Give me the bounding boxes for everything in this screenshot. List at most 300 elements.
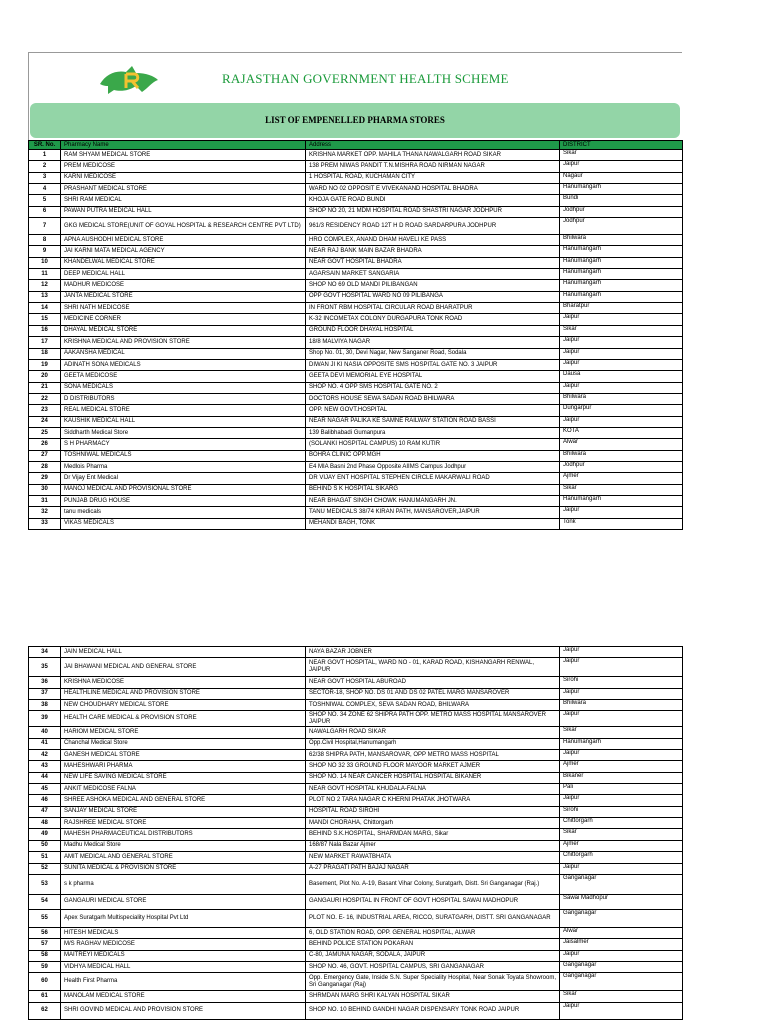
district-cell: Ganganagar [560, 973, 683, 991]
pharmacy-name-cell: PAWAN PUTRA MEDICAL HALL [61, 206, 306, 217]
district-cell: Jaipur [560, 161, 683, 172]
district-cell: Bhilwara [560, 700, 683, 711]
pharmacy-name-cell: SUNITA MEDICAL & PROVISION STORE [61, 863, 306, 874]
pharmacy-name-cell: GANGAURI MEDICAL STORE [61, 894, 306, 909]
table-row [29, 939, 683, 950]
sr-no-cell: 51 [29, 852, 61, 863]
district-cell: Hanumangarh [560, 269, 683, 280]
sr-no-cell: 54 [29, 894, 61, 909]
pharmacy-name-cell: JAI BHAWANI MEDICAL AND GENERAL STORE [61, 658, 306, 677]
address-cell: NEAR BHAGAT SINGH CHOWK HANUMANGARH JN. [306, 495, 560, 506]
table-row [29, 439, 683, 450]
address-cell: MEHANDI BAGH, TONK [306, 518, 560, 529]
district-cell: Sikar [560, 829, 683, 840]
table-row [29, 647, 683, 658]
sr-no-cell: 7 [29, 218, 61, 235]
address-cell: 139 Balibhabadi Gumanpura [306, 427, 560, 438]
table-row [29, 473, 683, 484]
pharmacy-name-cell: KRISHNA MEDICOSE [61, 677, 306, 688]
address-cell: SHOP NO. 14 NEAR CANCER HOSPITAL HOSPITAL BIKANER [306, 772, 560, 783]
address-cell: BEHIND POLICE STATION POKARAN [306, 939, 560, 950]
address-cell: DIWAN JI KI NASIA OPPOSITE SMS HOSPITAL GATE NO. 3 JAIPUR [306, 359, 560, 370]
sr-no-cell: 23 [29, 405, 61, 416]
address-cell: MANDI CHORAHA, Chittorgarh [306, 818, 560, 829]
district-cell: Hanumangarh [560, 257, 683, 268]
table-row [29, 761, 683, 772]
district-cell: Alwar [560, 439, 683, 450]
pharmacy-name-cell: MANOJ MEDICAL AND PROVISIONAL STORE [61, 484, 306, 495]
table-row [29, 184, 683, 195]
address-cell: 961/3 RESIDENCY ROAD 12T H D ROAD SARDARPURA JODHPUR [306, 218, 560, 235]
table-row [29, 427, 683, 438]
table-row [29, 314, 683, 325]
sr-no-cell: 5 [29, 195, 61, 206]
address-cell: SHOP NO 32 33 GROUND FLOOR MAYOOR MARKET AJMER [306, 761, 560, 772]
district-cell: Hanumangarh [560, 184, 683, 195]
district-cell: Nagaur [560, 172, 683, 183]
address-cell: A-27 PRAGATI PATH BAJAJ NAGAR [306, 863, 560, 874]
pharmacy-name-cell: Siddharth Medical Store [61, 427, 306, 438]
sr-no-cell: 13 [29, 291, 61, 302]
district-cell: Jaipur [560, 950, 683, 961]
address-cell: NEW MARKET RAWATBHATA [306, 852, 560, 863]
pharmacy-name-cell: NEW CHOUDHARY MEDICAL STORE [61, 700, 306, 711]
address-cell: OPP GOVT HOSPITAL WARD NO 09 PILIBANGA [306, 291, 560, 302]
sr-no-cell: 52 [29, 863, 61, 874]
address-cell: GEETA DEVI MEMORIAL EYE HOSPITAL [306, 371, 560, 382]
address-cell: TOSHNIWAL COMPLEX, SEVA SADAN ROAD, BHILWARA [306, 700, 560, 711]
pharmacy-name-cell: RAM SHYAM MEDICAL STORE [61, 150, 306, 161]
sr-no-cell: 38 [29, 700, 61, 711]
sr-no-cell: 15 [29, 314, 61, 325]
sr-no-cell: 48 [29, 818, 61, 829]
district-cell: Sikar [560, 150, 683, 161]
address-cell: C-80, JAMUNA NAGAR, SODALA, JAIPUR [306, 950, 560, 961]
sr-no-cell: 4 [29, 184, 61, 195]
table-row [29, 461, 683, 472]
district-cell: Hanumangarh [560, 280, 683, 291]
address-cell: AGARSAIN MARKET SANGARIA [306, 269, 560, 280]
pharmacy-name-cell: SHRI GOVIND MEDICAL AND PROVISION STORE [61, 1002, 306, 1019]
sr-no-cell: 50 [29, 840, 61, 851]
sr-no-cell: 6 [29, 206, 61, 217]
table-row [29, 829, 683, 840]
district-cell: Bhilwara [560, 393, 683, 404]
address-cell: GROUND FLOOR DHAYAL HOSPITAL [306, 325, 560, 336]
table-row [29, 795, 683, 806]
pharmacy-name-cell: SHREE ASHOKA MEDICAL AND GENERAL STORE [61, 795, 306, 806]
table-row [29, 973, 683, 991]
pharmacy-name-cell: Medlois Pharma [61, 461, 306, 472]
district-cell: Jaipur [560, 658, 683, 677]
district-cell: Bhilwara [560, 450, 683, 461]
rghs-logo-icon [96, 64, 160, 96]
table-row [29, 280, 683, 291]
pharmacy-name-cell: SHRI RAM MEDICAL [61, 195, 306, 206]
address-cell: 168/87 Nala Bazar Ajmer [306, 840, 560, 851]
district-cell: Jaipur [560, 647, 683, 658]
sr-no-cell: 22 [29, 393, 61, 404]
address-cell: NEAR GOVT HOSPITAL KHUDALA-FALNA [306, 784, 560, 795]
pharmacy-name-cell: DEEP MEDICAL HALL [61, 269, 306, 280]
district-cell: Sawai Madhopur [560, 894, 683, 909]
pharmacy-name-cell: HITESH MEDICALS [61, 927, 306, 938]
table-row [29, 450, 683, 461]
table-row [29, 337, 683, 348]
table-row [29, 806, 683, 817]
sr-no-cell: 46 [29, 795, 61, 806]
district-cell: Jaipur [560, 688, 683, 699]
district-cell: Jaipur [560, 711, 683, 727]
sr-no-cell: 11 [29, 269, 61, 280]
pharmacy-name-cell: AMIT MEDICAL AND GENERAL STORE [61, 852, 306, 863]
pharmacy-name-cell: S H PHARMACY [61, 439, 306, 450]
pharmacy-name-cell: MAHESHWARI PHARMA [61, 761, 306, 772]
pharmacy-name-cell: PREM MEDICOSE [61, 161, 306, 172]
sr-no-cell: 16 [29, 325, 61, 336]
pharmacy-name-cell: Apex Suratgarh Multispeciality Hospital Pvt Ltd [61, 909, 306, 927]
pharmacy-name-cell: AAKANSHA MEDICAL [61, 348, 306, 359]
pharmacy-name-cell: NEW LIFE SAVING MEDICAL STORE [61, 772, 306, 783]
sr-no-cell: 28 [29, 461, 61, 472]
pharmacy-name-cell: Health First Pharma [61, 973, 306, 991]
district-cell: Jodhpur [560, 206, 683, 217]
district-cell: Jaipur [560, 416, 683, 427]
sr-no-cell: 43 [29, 761, 61, 772]
pharmacy-name-cell: GEETA MEDICOSE [61, 371, 306, 382]
sr-no-cell: 31 [29, 495, 61, 506]
page-left-rule [28, 52, 29, 142]
sr-no-cell: 20 [29, 371, 61, 382]
table-row [29, 382, 683, 393]
district-cell: Pali [560, 784, 683, 795]
district-cell: Bikaner [560, 772, 683, 783]
pharmacy-name-cell: SANJAY MEDICAL STORE [61, 806, 306, 817]
table-row [29, 700, 683, 711]
address-cell: WARD NO 02 OPPOSIT E VIVEKANAND HOSPITAL BHADRA [306, 184, 560, 195]
address-cell: BEHIND S.K.HOSPITAL, SHARMDAN MARG, Sikar [306, 829, 560, 840]
pharmacy-name-cell: tanu medicals [61, 507, 306, 518]
sr-no-cell: 9 [29, 246, 61, 257]
district-cell: Sirohi [560, 677, 683, 688]
table-row [29, 840, 683, 851]
table-row [29, 393, 683, 404]
pharmacy-name-cell: VIDHYA MEDICAL HALL [61, 961, 306, 972]
pharmacy-name-cell: JAIN MEDICAL HALL [61, 647, 306, 658]
pharmacy-name-cell: GKG MEDICAL STORE(UNIT OF GOYAL HOSPITAL & RESEARCH CENTRE PVT LTD) [61, 218, 306, 235]
table-row [29, 218, 683, 235]
table-row [29, 711, 683, 727]
table-row [29, 784, 683, 795]
address-cell: SHOP NO. 46, GOVT. HOSPITAL CAMPUS, SRI GANGANAGAR [306, 961, 560, 972]
sr-no-cell: 17 [29, 337, 61, 348]
district-cell: Jaipur [560, 507, 683, 518]
pharmacy-name-cell: PUNJAB DRUG HOUSE [61, 495, 306, 506]
sr-no-cell: 60 [29, 973, 61, 991]
table-row [29, 150, 683, 161]
pharmacy-name-cell: SONA MEDICALS [61, 382, 306, 393]
sr-no-cell: 14 [29, 303, 61, 314]
district-cell: Bundi [560, 195, 683, 206]
sr-no-cell: 24 [29, 416, 61, 427]
address-cell: OPP. NEW GOVT.HOSPITAL [306, 405, 560, 416]
table-row [29, 359, 683, 370]
sr-no-cell: 21 [29, 382, 61, 393]
table-row [29, 1002, 683, 1019]
district-cell: Jaipur [560, 795, 683, 806]
table-row [29, 852, 683, 863]
address-cell: NEAR GOVT HOSPITAL, WARD NO - 01, KARAD ROAD, KISHANGARH RENWAL, JAIPUR [306, 658, 560, 677]
district-cell: Ajmer [560, 761, 683, 772]
pharmacy-name-cell: MADHUR MEDICOSE [61, 280, 306, 291]
pharmacy-table-1 [28, 140, 683, 530]
district-cell: KOTA [560, 427, 683, 438]
table-row [29, 416, 683, 427]
table-row [29, 909, 683, 927]
pharmacy-table-2 [28, 646, 683, 1020]
page-top-rule [28, 52, 682, 53]
pharmacy-name-cell: ADINATH SONA MEDICALS [61, 359, 306, 370]
header-sr-no: SR. No. [29, 141, 61, 150]
table-row [29, 507, 683, 518]
table-row [29, 688, 683, 699]
table-row [29, 818, 683, 829]
list-title: LIST OF EMPENELLED PHARMA STORES [265, 115, 445, 125]
page-title: RAJASTHAN GOVERNMENT HEALTH SCHEME [222, 71, 509, 86]
address-cell: DR VIJAY ENT HOSPITAL STEPHEN CIRCLE MAKARWALI ROAD [306, 473, 560, 484]
pharmacy-name-cell: REAL MEDICAL STORE [61, 405, 306, 416]
table-row [29, 950, 683, 961]
pharmacy-name-cell: JANTA MEDICAL STORE [61, 291, 306, 302]
address-cell: NEAR RAJ BANK MAIN BAZAR BHADRA [306, 246, 560, 257]
table-row [29, 927, 683, 938]
district-cell: Dungarpur [560, 405, 683, 416]
sr-no-cell: 32 [29, 507, 61, 518]
table-row [29, 195, 683, 206]
district-cell: Sikar [560, 484, 683, 495]
sr-no-cell: 40 [29, 727, 61, 738]
sr-no-cell: 41 [29, 738, 61, 749]
address-cell: PLOT NO. E- 16, INDUSTRIAL AREA, RICCO, SURATGARH, DISTT. SRI GANGANAGAR [306, 909, 560, 927]
address-cell: (SOLANKI HOSPITAL CAMPUS) 10 RAM KUTIR [306, 439, 560, 450]
address-cell: DOCTORS HOUSE SEWA SADAN ROAD BHILWARA [306, 393, 560, 404]
address-cell: NEAR GOVT HOSPITAL BHADRA [306, 257, 560, 268]
sr-no-cell: 30 [29, 484, 61, 495]
address-cell: SHOP NO. 34 ZONE 62 SHIPRA PATH OPP. METRO MASS HOSPITAL MANSAROVER JAIPUR [306, 711, 560, 727]
district-cell: Chittorgarh [560, 852, 683, 863]
address-cell: 1 HOSPITAL ROAD, KUCHAMAN CITY [306, 172, 560, 183]
pharmacy-name-cell: MAHESH PHARMACEUTICAL DISTRIBUTORS [61, 829, 306, 840]
table-row [29, 325, 683, 336]
district-cell: Bharatpur [560, 303, 683, 314]
pharmacy-name-cell: APNA AUSHODHI MEDICAL STORE [61, 235, 306, 246]
header-district: DISTRICT [560, 141, 683, 150]
sr-no-cell: 56 [29, 927, 61, 938]
pharmacy-name-cell: MEDICINE CORNER [61, 314, 306, 325]
address-cell: HRO COMPLEX, ANAND DHAM HAVELI KE PASS [306, 235, 560, 246]
table-row [29, 257, 683, 268]
district-cell: Hanumangarh [560, 246, 683, 257]
district-cell: Sikar [560, 991, 683, 1002]
district-cell: Ajmer [560, 473, 683, 484]
table-row [29, 750, 683, 761]
pharmacy-name-cell: SHRI NATH MEDICOSE [61, 303, 306, 314]
pharmacy-name-cell: MANOLAM MEDICAL STORE [61, 991, 306, 1002]
district-cell: Jodhpur [560, 218, 683, 235]
table-row [29, 303, 683, 314]
sr-no-cell: 25 [29, 427, 61, 438]
address-cell: SHRMDAN MARG SHRI KALYAN HOSPITAL SIKAR [306, 991, 560, 1002]
district-cell: Jaipur [560, 863, 683, 874]
sr-no-cell: 29 [29, 473, 61, 484]
address-cell: SHOP NO. 4 OPP SMS HOSPITAL GATE NO. 2 [306, 382, 560, 393]
sr-no-cell: 26 [29, 439, 61, 450]
sr-no-cell: 62 [29, 1002, 61, 1019]
sr-no-cell: 2 [29, 161, 61, 172]
sr-no-cell: 8 [29, 235, 61, 246]
address-cell: NEAR GOVT HOSPITAL ABUROAD [306, 677, 560, 688]
address-cell: HOSPITAL ROAD SIROHI [306, 806, 560, 817]
pharmacy-name-cell: MAITREYI MEDICALS [61, 950, 306, 961]
address-cell: NAWALGARH ROAD SIKAR [306, 727, 560, 738]
table-row [29, 235, 683, 246]
table-row [29, 246, 683, 257]
address-cell: TANU MEDICALS 38/74 KIRAN PATH, MANSAROVER,JAIPUR [306, 507, 560, 518]
table-row [29, 991, 683, 1002]
pharmacy-name-cell: ANKIT MEDICOSE FALNA [61, 784, 306, 795]
district-cell: Ganganagar [560, 874, 683, 894]
sr-no-cell: 27 [29, 450, 61, 461]
table-row [29, 658, 683, 677]
table-row [29, 291, 683, 302]
address-cell: Opp. Emergency Gate, Inside S.N. Super Speciality Hospital, Near Sonak Toyata Showroom, Sri Ganganagar (Raj) [306, 973, 560, 991]
sr-no-cell: 3 [29, 172, 61, 183]
sr-no-cell: 59 [29, 961, 61, 972]
pharmacy-name-cell: JAI KARNI MATA MEDICAL AGENCY [61, 246, 306, 257]
pharmacy-name-cell: TOSHNIWAL MEDICALS [61, 450, 306, 461]
address-cell: SHOP NO 69 OLD MANDI PILIBANGAN [306, 280, 560, 291]
address-cell: K-32 INCOMETAX COLONY DURGAPURA TONK ROAD [306, 314, 560, 325]
district-cell: Hanumangarh [560, 291, 683, 302]
sr-no-cell: 34 [29, 647, 61, 658]
district-cell: Hanumangarh [560, 495, 683, 506]
address-cell: NAYA BAZAR JOBNER [306, 647, 560, 658]
address-cell: 6, OLD STATION ROAD, OPP. GENERAL HOSPITAL, ALWAR [306, 927, 560, 938]
table-row [29, 518, 683, 529]
table-row [29, 269, 683, 280]
address-cell: Opp.Civil Hospital,Hanumangarh [306, 738, 560, 749]
district-cell: Sirohi [560, 806, 683, 817]
pharmacy-name-cell: HARIOM MEDICAL STORE [61, 727, 306, 738]
table-row [29, 495, 683, 506]
table-row [29, 172, 683, 183]
pharmacy-name-cell: KHANDELWAL MEDICAL STORE [61, 257, 306, 268]
sr-no-cell: 33 [29, 518, 61, 529]
district-cell: Sikar [560, 727, 683, 738]
pharmacy-name-cell: HEALTH CARE MEDICAL & PROVISION STORE [61, 711, 306, 727]
district-cell: Jaipur [560, 348, 683, 359]
table-row [29, 738, 683, 749]
list-title-banner [30, 103, 680, 138]
district-cell: Jaipur [560, 1002, 683, 1019]
table-row [29, 894, 683, 909]
district-cell: Jaipur [560, 750, 683, 761]
sr-no-cell: 57 [29, 939, 61, 950]
address-cell: 18/8 MALVIYA NAGAR [306, 337, 560, 348]
district-cell: Jodhpur [560, 461, 683, 472]
address-cell: BEHIND S K HOSPITAL SIKARG [306, 484, 560, 495]
sr-no-cell: 58 [29, 950, 61, 961]
address-cell: KRISHNA MARKET OPP. MAHILA THANA NAWALGARH ROAD SIKAR [306, 150, 560, 161]
table-row [29, 206, 683, 217]
address-cell: IN FRONT RBM HOSPITAL CIRCULAR ROAD BHARATPUR [306, 303, 560, 314]
sr-no-cell: 18 [29, 348, 61, 359]
pharmacy-name-cell: D DISTRIBUTORS [61, 393, 306, 404]
table-header-row [29, 141, 683, 150]
address-cell: PLOT NO 2 TARA NAGAR C KHERNI PHATAK JHOTWARA [306, 795, 560, 806]
sr-no-cell: 19 [29, 359, 61, 370]
sr-no-cell: 12 [29, 280, 61, 291]
pharmacy-name-cell: M/S RAGHAV MEDICOSE [61, 939, 306, 950]
pharmacy-name-cell: KAUSHIK MEDICAL HALL [61, 416, 306, 427]
sr-no-cell: 49 [29, 829, 61, 840]
header-pharmacy-name: Pharmacy Name [61, 141, 306, 150]
sr-no-cell: 53 [29, 874, 61, 894]
sr-no-cell: 37 [29, 688, 61, 699]
table-row [29, 371, 683, 382]
pharmacy-name-cell: HEALTHLINE MEDICAL AND PROVISION STORE [61, 688, 306, 699]
sr-no-cell: 39 [29, 711, 61, 727]
table-row [29, 727, 683, 738]
district-cell: Sikar [560, 325, 683, 336]
district-cell: Ajmer [560, 840, 683, 851]
district-cell: Jaipur [560, 314, 683, 325]
pharmacy-name-cell: VIKAS MEDICALS [61, 518, 306, 529]
pharmacy-name-cell: DHAYAL MEDICAL STORE [61, 325, 306, 336]
table-row [29, 405, 683, 416]
district-cell: Jaipur [560, 337, 683, 348]
address-cell: Basement, Plot No. A-19, Basant Vihar Colony, Suratgarh, Distt. Sri Ganganagar (Raj.) [306, 874, 560, 894]
district-cell: Hanumangarh [560, 738, 683, 749]
address-cell: Shop No. 01, 30, Devi Nagar, New Sanganer Road, Sodala [306, 348, 560, 359]
address-cell: SHOP NO. 10 BEHIND GANDHI NAGAR DISPENSARY TONK ROAD JAIPUR [306, 1002, 560, 1019]
sr-no-cell: 45 [29, 784, 61, 795]
table-row [29, 961, 683, 972]
address-cell: NEAR NAGAR PALIKA KE SAMNE RAILWAY STATION ROAD BASSI [306, 416, 560, 427]
pharmacy-name-cell: Chanchal Medical Store [61, 738, 306, 749]
district-cell: Chittorgarh [560, 818, 683, 829]
pharmacy-name-cell: KRISHNA MEDICAL AND PROVISION STORE [61, 337, 306, 348]
address-cell: E4 MIA Basni 2nd Phase Opposite AIIMS Campus Jodhpur [306, 461, 560, 472]
address-cell: KHOJA GATE ROAD BUNDI [306, 195, 560, 206]
address-cell: 138 PREM NIWAS PANDIT T.N.MISHRA ROAD NIRMAN NAGAR [306, 161, 560, 172]
table-row [29, 863, 683, 874]
district-cell: Alwar [560, 927, 683, 938]
sr-no-cell: 47 [29, 806, 61, 817]
district-cell: Bhilwara [560, 235, 683, 246]
district-cell: Tonk [560, 518, 683, 529]
pharmacy-name-cell: GANESH MEDICAL STORE [61, 750, 306, 761]
district-cell: Dausa [560, 371, 683, 382]
sr-no-cell: 1 [29, 150, 61, 161]
address-cell: BOHRA CLINIC OPP.MGH [306, 450, 560, 461]
district-cell: Jaisalmer [560, 939, 683, 950]
sr-no-cell: 36 [29, 677, 61, 688]
district-cell: Ganganagar [560, 961, 683, 972]
pharmacy-name-cell: Dr Vijay Ent Medical [61, 473, 306, 484]
sr-no-cell: 42 [29, 750, 61, 761]
pharmacy-name-cell: KARNI MEDICOSE [61, 172, 306, 183]
